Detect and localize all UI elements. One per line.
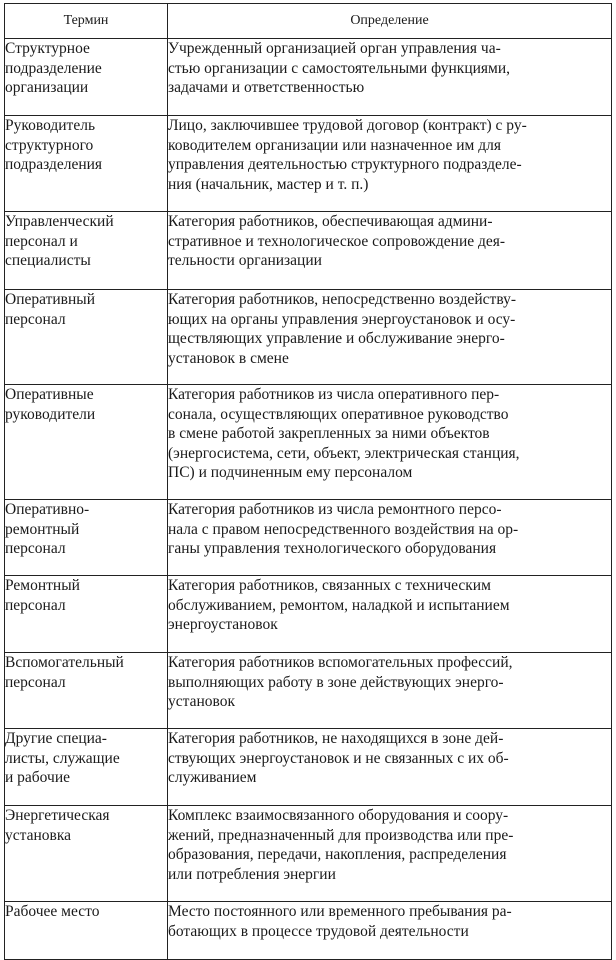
term-line: листы, служащие: [5, 749, 120, 767]
definition-line: Категория работников из числа оперативного пер-: [168, 386, 500, 403]
term-cell: [5, 576, 168, 653]
term-line: Рабочее место: [5, 903, 100, 920]
definition-line: Категория работников, не находящихся в зоне дей-: [168, 730, 504, 747]
definition-line: тельности организации: [168, 252, 322, 269]
term-cell: [5, 39, 168, 116]
definition-line: обслуживанием, ремонтом, наладкой и испытанием: [168, 596, 510, 614]
definition-line: управления деятельностью структурного подразделе-: [168, 156, 522, 173]
term-line: Управленческий: [5, 213, 114, 230]
definition-line: в смене работой закрепленных за ними объектов: [168, 425, 490, 442]
definition-line: Категория работников вспомогательных профессий,: [168, 654, 513, 671]
definition-line: служиванием: [168, 769, 257, 786]
term-line: подразделение: [5, 59, 102, 77]
definition-line: образования, передачи, накопления, распределения: [168, 846, 507, 863]
definition-cell: [168, 576, 612, 653]
term-line: персонал: [5, 540, 66, 557]
definition-line: Место постоянного или временного пребывания ра-: [168, 903, 512, 920]
term-line: Другие специа-: [5, 730, 107, 747]
term-cell: [5, 806, 168, 902]
column-header-definition: Определение: [168, 4, 612, 39]
table-row: [5, 653, 612, 729]
term-line: Энергетическая: [5, 807, 110, 824]
term-cell: [5, 212, 168, 290]
definition-line: ганы управления технологического оборудования: [168, 540, 497, 557]
definition-line: ководителем организации или назначенное им для: [168, 136, 501, 154]
table-row: [5, 39, 612, 116]
table-row: [5, 290, 612, 385]
term-line: структурного: [5, 136, 94, 154]
term-line: персонал: [5, 596, 66, 614]
definition-cell: [168, 116, 612, 212]
definition-line: Категория работников, непосредственно воздейству-: [168, 291, 517, 308]
term-cell: [5, 902, 168, 960]
definition-line: жений, предназначенный для производства или пре-: [168, 826, 514, 844]
definition-cell: [168, 806, 612, 902]
definition-line: стью организации с самостоятельными функциями,: [168, 59, 511, 77]
term-line: Оперативный: [5, 291, 95, 308]
definition-line: выполняющих работу в зоне действующих энерго-: [168, 673, 504, 691]
definition-line: сонала, осуществляющих оперативное руководство: [168, 405, 509, 423]
definition-cell: [168, 290, 612, 385]
term-line: Вспомогательный: [5, 654, 124, 671]
term-line: и рабочие: [5, 769, 71, 786]
term-line: Структурное: [5, 40, 90, 57]
term-line: ремонтный: [5, 520, 80, 538]
term-line: установка: [5, 826, 72, 844]
term-cell: [5, 385, 168, 500]
definition-line: установок в смене: [168, 349, 289, 367]
definition-cell: [168, 500, 612, 576]
term-line: организации: [5, 79, 89, 96]
table-row: [5, 902, 612, 960]
definition-cell: [168, 385, 612, 500]
table-row: [5, 806, 612, 902]
term-line: Оперативно-: [5, 501, 90, 518]
table-row: [5, 212, 612, 290]
definition-line: или потребления энергии: [168, 865, 336, 883]
definition-line: задачами и ответственностью: [168, 79, 365, 96]
table-header-row: [5, 4, 612, 39]
definition-line: ния (начальник, мастер и т. п.): [168, 175, 369, 193]
column-header-term: Термин: [5, 4, 168, 39]
term-line: руководители: [5, 405, 96, 423]
term-cell: [5, 500, 168, 576]
term-cell: [5, 729, 168, 806]
definition-line: ПС) и подчиненным ему персоналом: [168, 464, 413, 481]
table-row: [5, 500, 612, 576]
definition-line: нала с правом непосредственного воздействия на ор-: [168, 520, 519, 538]
definition-cell: [168, 212, 612, 290]
definition-line: ющих на органы управления энергоустановок и осу-: [168, 310, 516, 328]
table-row: [5, 576, 612, 653]
definition-line: Комплекс взаимосвязанного оборудования и соору-: [168, 807, 509, 824]
definition-line: ществляющих управление и обслуживание энерго-: [168, 330, 505, 347]
definition-cell: [168, 653, 612, 729]
term-line: Ремонтный: [5, 577, 80, 594]
definition-line: установок: [168, 693, 236, 710]
definition-line: Категория работников, связанных с техническим: [168, 577, 491, 594]
definition-line: энергоустановок: [168, 616, 278, 633]
glossary-table: [4, 3, 612, 960]
term-line: Оперативные: [5, 386, 94, 403]
term-line: Руководитель: [5, 117, 96, 134]
term-cell: [5, 653, 168, 729]
table-row: [5, 116, 612, 212]
definition-line: стративное и технологическое сопровождение дея-: [168, 232, 506, 250]
definition-line: ботающих в процессе трудовой деятельности: [168, 922, 469, 940]
table-row: [5, 729, 612, 806]
definition-line: Учрежденный организацией орган управления ча-: [168, 40, 501, 57]
term-line: специалисты: [5, 252, 91, 269]
table-row: [5, 385, 612, 500]
definition-cell: [168, 729, 612, 806]
definition-line: ствующих энергоустановок и не связанных с их об-: [168, 749, 509, 767]
term-cell: [5, 116, 168, 212]
definition-cell: [168, 39, 612, 116]
definition-line: (энергосистема, сети, объект, электрическая станция,: [168, 444, 520, 462]
term-cell: [5, 290, 168, 385]
term-line: подразделения: [5, 156, 103, 173]
term-line: персонал: [5, 310, 66, 328]
term-line: персонал и: [5, 232, 78, 250]
definition-line: Категория работников из числа ремонтного персо-: [168, 501, 502, 518]
definition-line: Категория работников, обеспечивающая админи-: [168, 213, 493, 230]
definition-cell: [168, 902, 612, 960]
definition-line: Лицо, заключившее трудовой договор (контракт) с ру-: [168, 117, 527, 134]
term-line: персонал: [5, 673, 66, 691]
